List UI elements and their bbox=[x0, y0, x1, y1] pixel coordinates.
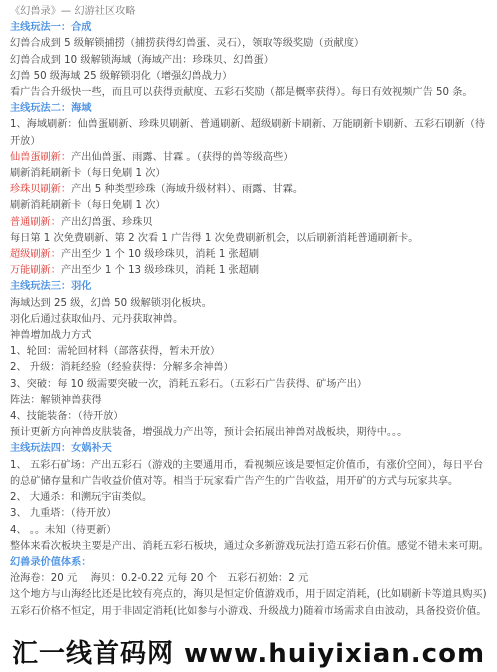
paragraph: 海域达到 25 级，幻兽 50 级解锁羽化板块。 bbox=[10, 297, 212, 309]
paragraph: 4、技能装备：（待开放） bbox=[10, 411, 124, 423]
paragraph: 1、轮回：需轮回材料（部落获得，暂未开放） bbox=[10, 346, 221, 358]
item-text: 产出幻兽蛋、珍珠贝 bbox=[60, 216, 153, 228]
paragraph: 这个地方与山海经比还是比较有亮点的，海贝是恒定价值游戏币，用于固定消耗，(比如刷新卡等道具购买)五彩石价格不恒定，用于非固定消耗(比如参与小游戏、升级战力)随着市场需求自由波动，具备投资价值。 bbox=[10, 589, 487, 617]
paragraph: 预计更新方向神兽皮肤装备，增强战力产出等，预计会拓展出神兽对战板块，期待中。。。 bbox=[10, 427, 408, 439]
item-label: 普通刷新： bbox=[10, 216, 61, 228]
paragraph: 沧海卷：20 元 海贝：0.2-0.22 元每 20 个 五彩石初始：2 元 bbox=[10, 573, 309, 585]
item-label: 超级刷新： bbox=[10, 249, 61, 261]
site-watermark: 汇一线首码网 www.huiyixian.com bbox=[0, 630, 497, 672]
item-text: 产出仙兽蛋、雨露、甘霖 。（获得的兽等级高些） bbox=[71, 151, 294, 163]
section-heading-3: 主线玩法三：羽化 bbox=[10, 281, 92, 293]
paragraph: 2、 大通杀：和溯玩宇宙类似。 bbox=[10, 492, 153, 504]
item-label: 万能刷新： bbox=[10, 265, 61, 277]
paragraph: 整体来看次板块主要是产出、消耗五彩石板块，通过众多新游戏玩法打造五彩石价值。感觉不错未来可期。 bbox=[10, 540, 489, 552]
section-heading-5: 幻兽录价值体系： bbox=[10, 556, 92, 568]
item-text: 刷新消耗刷新卡（每日免刷 1 次） bbox=[10, 168, 166, 180]
paragraph: 幻兽 50 级海域 25 级解锁羽化（增强幻兽战力） bbox=[10, 70, 233, 82]
list-item bbox=[10, 247, 490, 263]
section-heading-4: 主线玩法四：女娲补天 bbox=[10, 443, 112, 455]
paragraph: 幻兽合成到 5 级解锁捕捞（捕捞获得幻兽蛋、灵石），领取等级奖励（贡献度） bbox=[10, 38, 365, 50]
paragraph: 1、 五彩石矿场：产出五彩石（游戏的主要通用币，看视频应该是要恒定价值币，有涨价空间），每日平台的总矿储存量和广告收益价值对等。相当于玩家看广告产生的广告收益，用开矿的方式与玩家共享。 bbox=[10, 459, 484, 487]
section-heading-2: 主线玩法二：海域 bbox=[10, 103, 92, 115]
item-text: 产出 5 种类型珍珠（海域升级材料）、雨露、甘霖。 bbox=[71, 184, 304, 196]
paragraph: 3、 九重塔：（待开放） bbox=[10, 508, 117, 520]
item-label: 珍珠贝刷新： bbox=[10, 184, 72, 196]
item-text: 刷新消耗刷新卡（每日免刷 1 次） bbox=[10, 200, 166, 212]
paragraph: 1、海域刷新：仙兽蛋刷新、珍珠贝刷新、普通刷新、超级刷新卡刷新、万能刷新卡刷新、五彩石刷新（待开放） bbox=[10, 119, 486, 147]
paragraph: 幻兽合成到 10 级解锁海域（海域产出：珍珠贝、幻兽蛋） bbox=[10, 54, 274, 66]
paragraph: 神兽增加战力方式 bbox=[10, 330, 92, 342]
list-item bbox=[10, 182, 490, 198]
list-item bbox=[10, 215, 490, 231]
list-item bbox=[10, 166, 490, 182]
item-text: 产出至少 1 个 13 级珍珠贝，消耗 1 张超刷 bbox=[60, 265, 260, 277]
paragraph: 4、 。。未知（待更新） bbox=[10, 524, 117, 536]
paragraph: 3、突破：每 10 级需要突破一次，消耗五彩石。（五彩石广告获得、矿场产出） bbox=[10, 378, 368, 390]
item-text: 每日第 1 次免费刷新、第 2 次看 1 广告得 1 次免费刷新机会，以后刷新消耗普通刷新卡。 bbox=[10, 232, 419, 244]
paragraph: 羽化后通过获取仙丹、元丹获取神兽。 bbox=[10, 313, 184, 325]
item-text: 产出至少 1 个 10 级珍珠贝，消耗 1 张超刷 bbox=[60, 249, 260, 261]
article-title: 《幻兽录》— 幻游社区攻略 bbox=[10, 6, 136, 17]
paragraph: 阵法：解锁神兽获得 bbox=[10, 394, 102, 406]
paragraph: 看广告合升级快一些，而且可以获得贡献度、五彩石奖励（都是概率获得）。每日有效视频广告 50 条。 bbox=[10, 87, 473, 99]
list-item bbox=[10, 150, 490, 166]
list-item bbox=[10, 263, 490, 279]
section-heading-1: 主线玩法一：合成 bbox=[10, 22, 92, 34]
list-item bbox=[10, 198, 490, 214]
list-item bbox=[10, 231, 490, 247]
article bbox=[10, 4, 490, 620]
paragraph: 2、 升级：消耗经验（经验获得：分解多余神兽） bbox=[10, 362, 234, 374]
item-label: 仙兽蛋刷新： bbox=[10, 151, 72, 163]
